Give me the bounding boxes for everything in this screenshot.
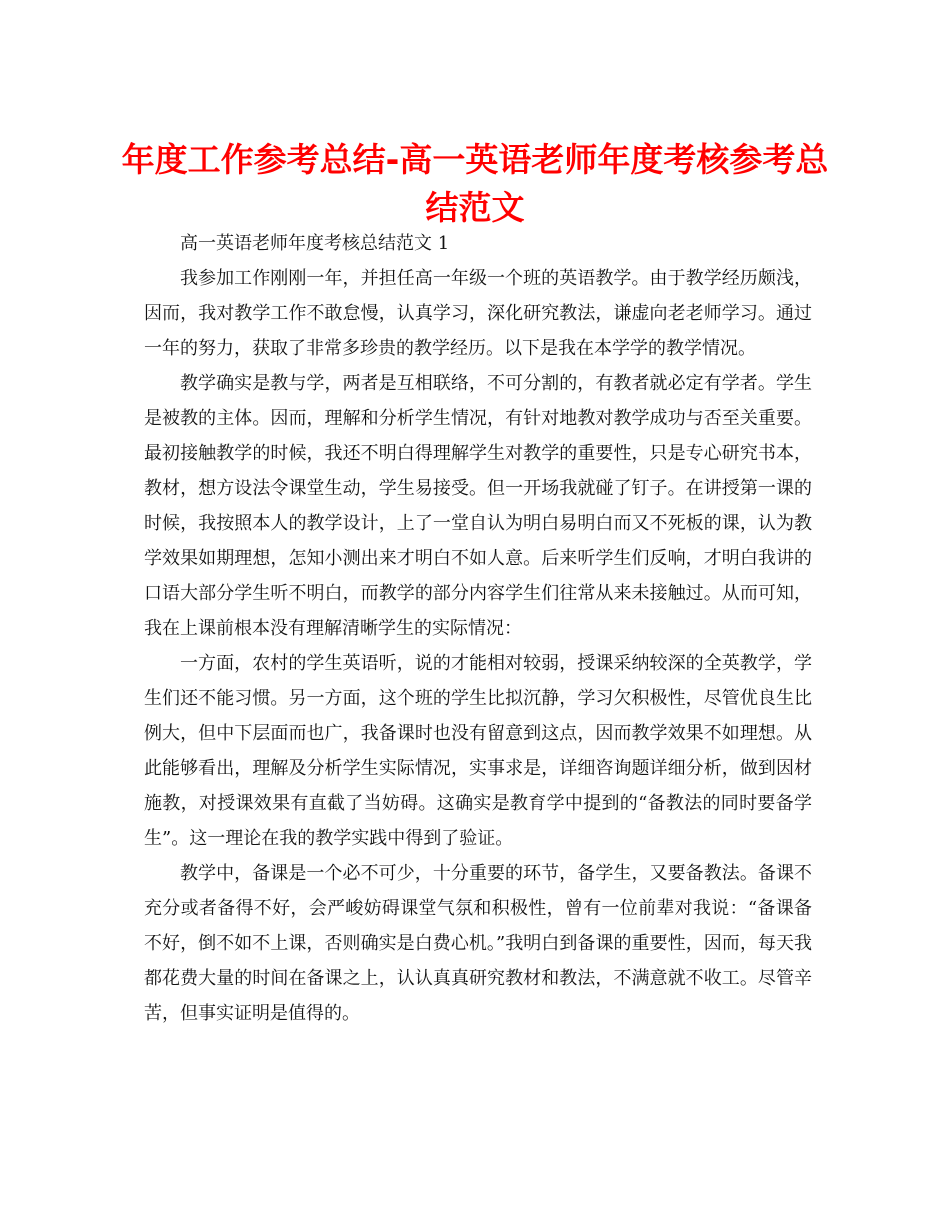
document-title: 年度工作参考总结-高一英语老师年度考核参考总结范文 xyxy=(121,140,829,227)
paragraph: 教学中，备课是一个必不可少，十分重要的环节，备学生，又要备教法。备课不充分或者备得不好，会严峻妨碍课堂气氛和积极性，曾有一位前辈对我说：“备课备不好，倒不如不上课，否则确实是白费心机。”我明白到备课的重要性，因而，每天我都花费大量的时间在备课之上，认认真真研究教材和教法，不满意就不收工。尽管辛苦，但事实证明是值得的。 xyxy=(144,863,812,1024)
document-body xyxy=(144,226,812,1031)
paragraph: 一方面，农村的学生英语听，说的才能相对较弱，授课采纳较深的全英教学，学生们还不能习惯。另一方面，这个班的学生比拟沉静，学习欠积极性，尽管优良生比例大，但中下层面而也广，我备课时也没有留意到这点，因而教学效果不如理想。从此能够看出，理解及分析学生实际情况，实事求是，详细咨询题详细分析，做到因材施教，对授课效果有直截了当妨碍。这确实是教育学中提到的“备教法的同时要备学生”。这一理论在我的教学实践中得到了验证。 xyxy=(144,653,812,849)
paragraph: 教学确实是教与学，两者是互相联络，不可分割的，有教者就必定有学者。学生是被教的主体。因而，理解和分析学生情况，有针对地教对教学成功与否至关重要。最初接触教学的时候，我还不明白得理解学生对教学的重要性，只是专心研究书本，教材，想方设法令课堂生动，学生易接受。但一开场我就碰了钉子。在讲授第一课的时候，我按照本人的教学设计，上了一堂自认为明白易明白而又不死板的课，认为教学效果如期理想，怎知小测出来才明白不如人意。后来听学生们反响，才明白我讲的口语大部分学生听不明白，而教学的部分内容学生们往常从来未接触过。从而可知，我在上课前根本没有理解清晰学生的实际情况： xyxy=(144,373,812,639)
paragraph-subtitle: 高一英语老师年度考核总结范文 1 xyxy=(180,233,450,254)
paragraph: 我参加工作刚刚一年，并担任高一年级一个班的英语教学。由于教学经历颇浅，因而，我对教学工作不敢怠慢，认真学习，深化研究教法，谦虚向老老师学习。通过一年的努力，获取了非常多珍贵的教学经历。以下是我在本学学的教学情况。 xyxy=(144,268,812,359)
